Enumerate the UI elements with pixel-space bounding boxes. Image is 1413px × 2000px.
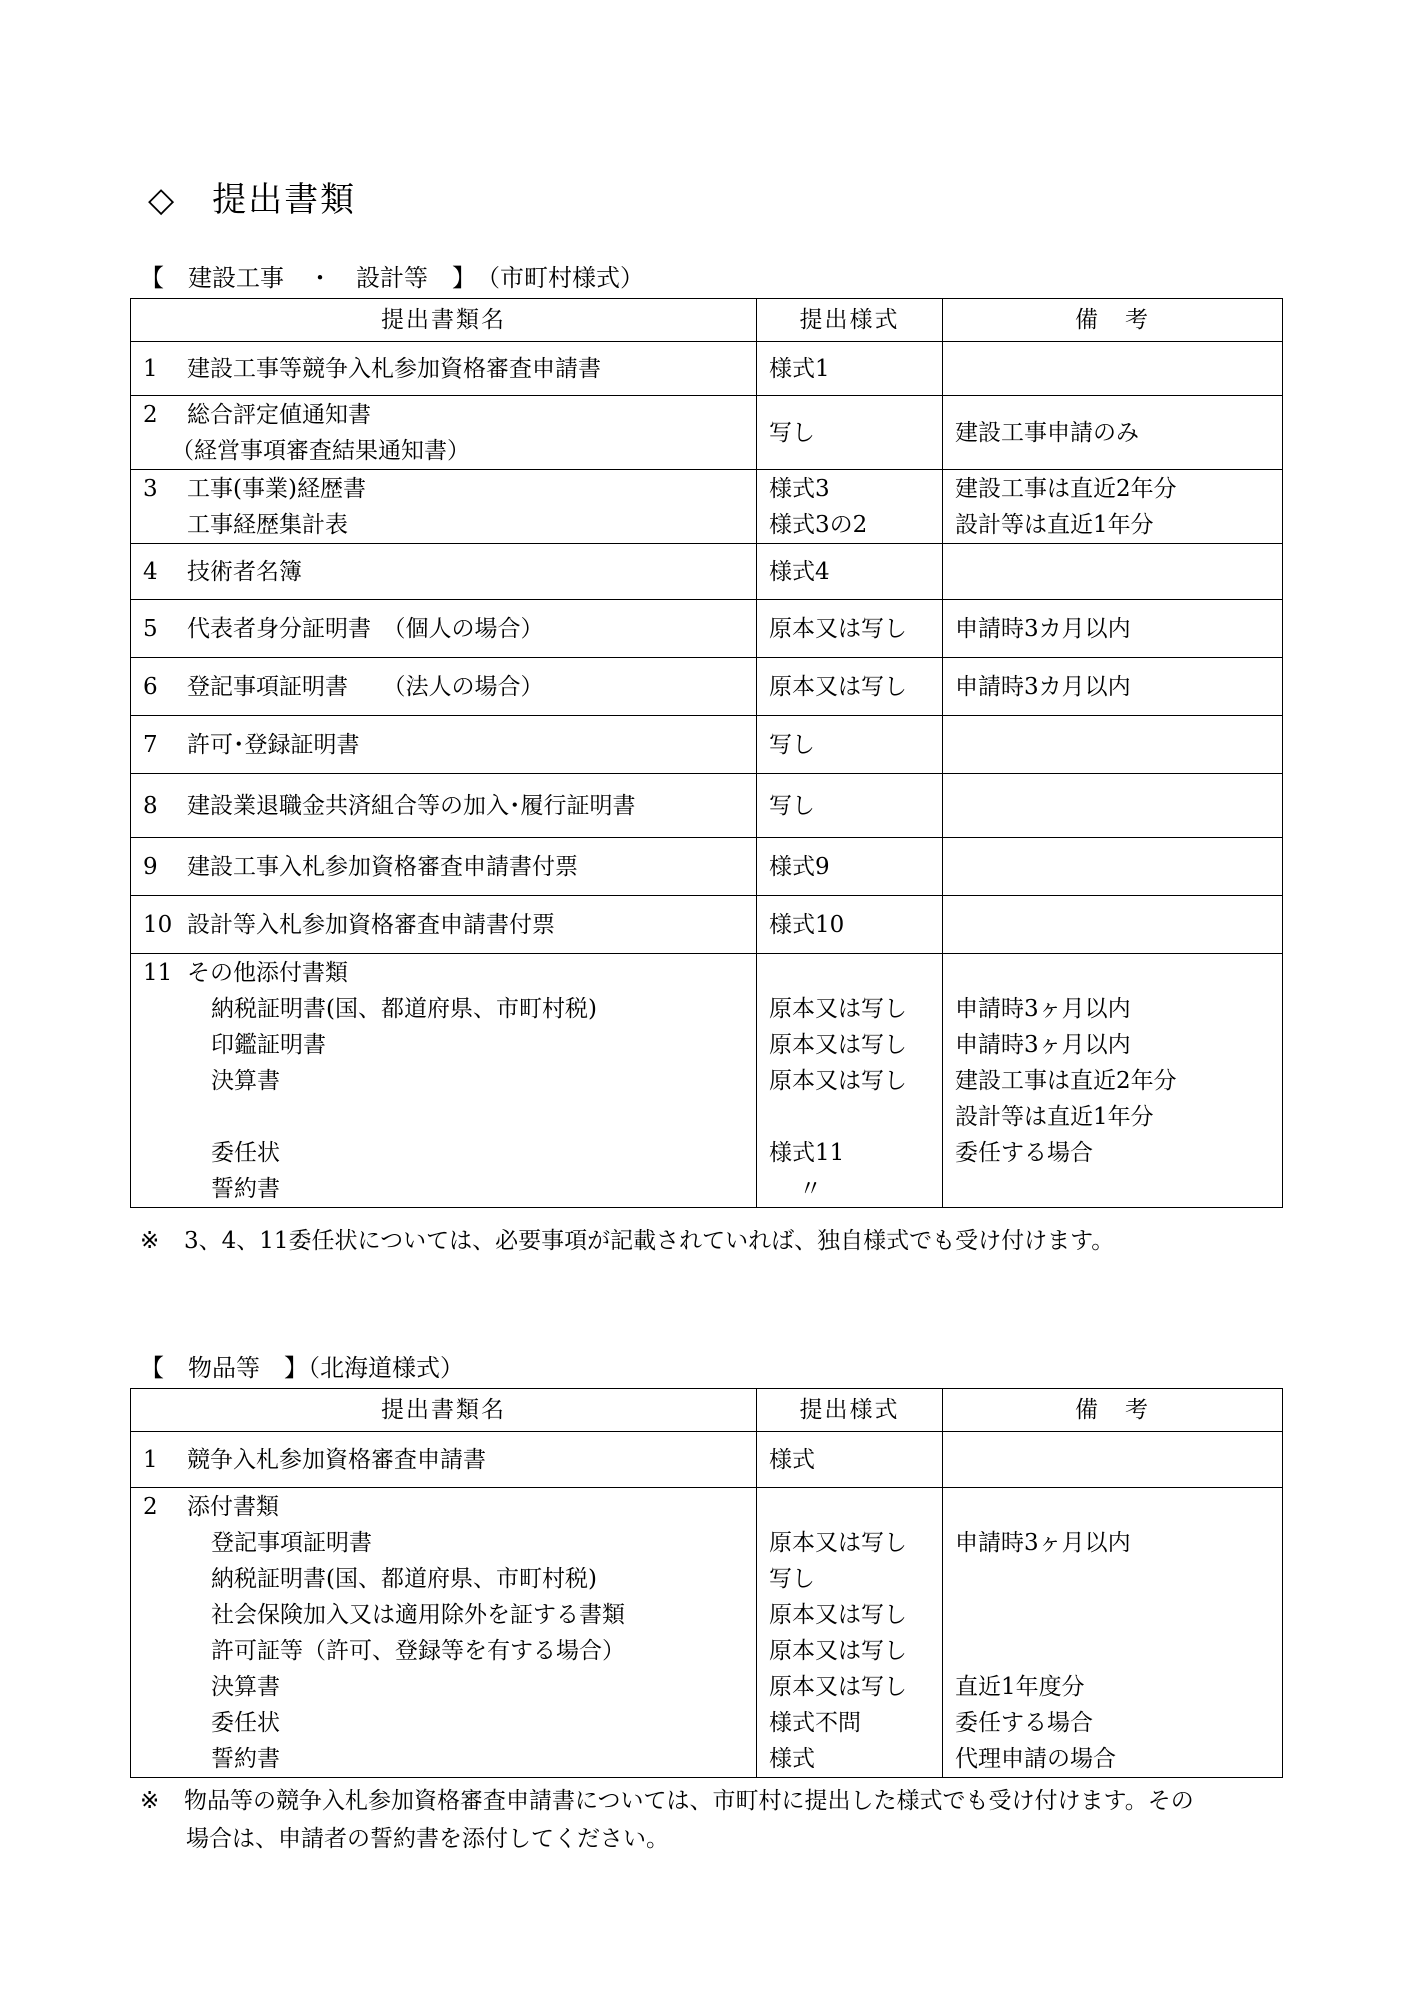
table-header-row — [131, 1389, 1283, 1432]
note-text: 3、4、11委任状については、必要事項が記載されていれば、独自様式でも受け付けます。 — [184, 1228, 1115, 1254]
table-row: 1 建設工事等競争入札参加資格審査申請書 様式1 — [131, 342, 1283, 396]
page-title: ◇ 提出書類 — [148, 180, 357, 220]
header-remarks: 備 考 — [943, 1389, 1283, 1432]
note-mark: ※ — [140, 1228, 160, 1254]
table-row: 10 設計等入札参加資格審査申請書付票 様式10 — [131, 896, 1283, 954]
table-row: 3 工事(事業)経歴書 工事経歴集計表 様式3 様式3の2 建設工事は直近2年分 設計等は直近1年分 — [131, 470, 1283, 544]
table-row: 2 添付書類 登記事項証明書 納税証明書(国、都道府県、市町村税) 社会保険加入又は適用除外を証する書類 許可証等（許可、登録等を有する場合） 決算書 委任状 誓約書 原本又は写し 写し 原本又は写し 原本又は写し 原本又は写し 様式不問 様式 申請時3ヶ月以内 直近1年度分 委任する場合 代理申請の場合 — [131, 1488, 1283, 1778]
note-mark: ※ — [140, 1788, 160, 1814]
note-text-line1: 物品等の競争入札参加資格審査申請書については、市町村に提出した様式でも受け付けます。その — [184, 1788, 1194, 1814]
note-text-line2: 場合は、申請者の誓約書を添付してください。 — [186, 1826, 669, 1852]
header-name: 提出書類名 — [131, 299, 757, 342]
header-name: 提出書類名 — [131, 1389, 757, 1432]
table-row: 7 許可･登録証明書 写し — [131, 716, 1283, 774]
table-row: 5 代表者身分証明書 （個人の場合） 原本又は写し 申請時3カ月以内 — [131, 600, 1283, 658]
header-remarks: 備 考 — [943, 299, 1283, 342]
construction-heading: 【 建設工事 ・ 設計等 】 （市町村様式） — [140, 264, 644, 292]
table-header-row — [131, 299, 1283, 342]
goods-note — [140, 1782, 1300, 1858]
goods-heading: 【 物品等 】（北海道様式） — [140, 1354, 464, 1382]
table-row: 2 総合評定値通知書 （経営事項審査結果通知書） 写し 建設工事申請のみ — [131, 396, 1283, 470]
table-row: 4 技術者名簿 様式4 — [131, 544, 1283, 600]
construction-note — [140, 1222, 1300, 1260]
goods-table — [130, 1388, 1283, 1778]
header-format: 提出様式 — [757, 1389, 943, 1432]
table-row: 1 競争入札参加資格審査申請書 様式 — [131, 1432, 1283, 1488]
table-row: 8 建設業退職金共済組合等の加入･履行証明書 写し — [131, 774, 1283, 838]
table-row: 9 建設工事入札参加資格審査申請書付票 様式9 — [131, 838, 1283, 896]
table-row: 11 その他添付書類 納税証明書(国、都道府県、市町村税) 印鑑証明書 決算書 委任状 誓約書 原本又は写し 原本又は写し 原本又は写し 様式11 〃 申請時3ヶ月以内 申請時3ヶ月以内 建設工事は直近2年分 設計等は直近1年分 委任する場合 — [131, 954, 1283, 1208]
construction-table — [130, 298, 1283, 1208]
header-format: 提出様式 — [757, 299, 943, 342]
table-row: 6 登記事項証明書 （法人の場合） 原本又は写し 申請時3カ月以内 — [131, 658, 1283, 716]
